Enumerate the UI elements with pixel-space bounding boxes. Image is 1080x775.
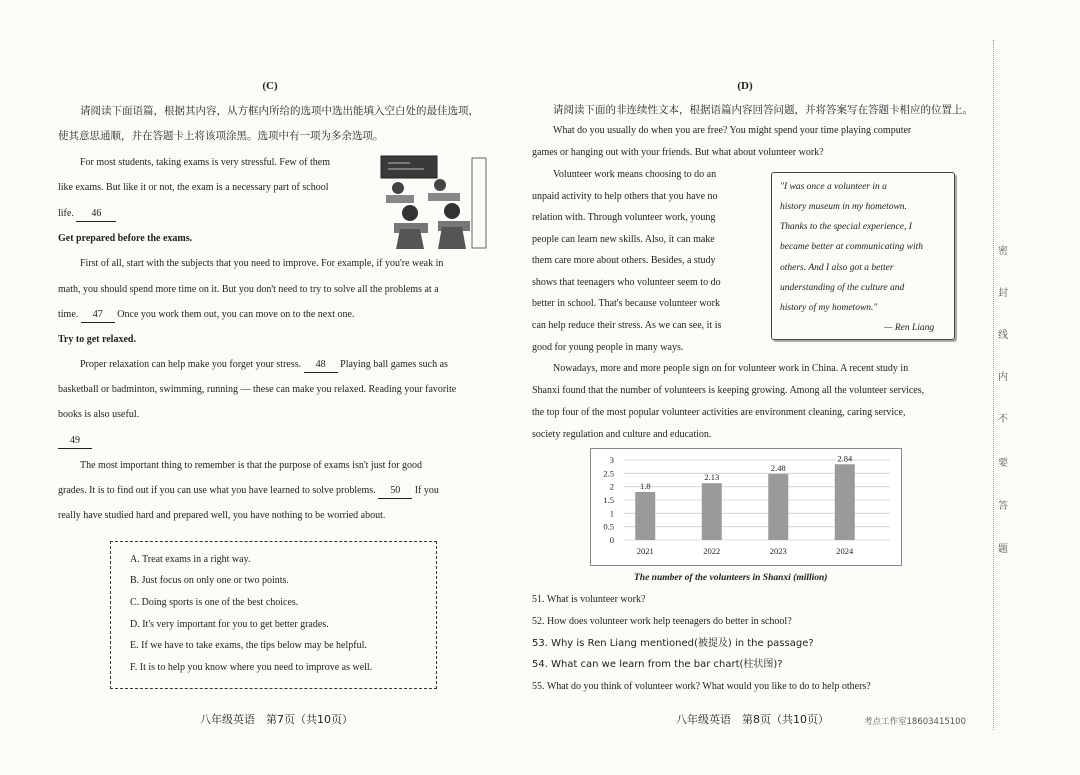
bar-2024 bbox=[835, 464, 855, 540]
passage-c-line: First of all, start with the subjects that you need to improve. For example, if you're weak in bbox=[80, 258, 444, 269]
blank-47[interactable]: 47 bbox=[81, 308, 115, 323]
side-char: 要 bbox=[998, 458, 1008, 469]
side-char: 内 bbox=[998, 372, 1008, 383]
side-char: 封 bbox=[998, 288, 1008, 299]
blank-46[interactable]: 46 bbox=[76, 207, 116, 222]
data-label: 1.8 bbox=[639, 481, 651, 491]
x-tick-label: 2023 bbox=[769, 546, 787, 556]
body-line: people can learn new skills. Also, it can make bbox=[532, 234, 715, 245]
question-51: 51. What is volunteer work? bbox=[532, 594, 646, 605]
paragraph-2-line: Shanxi found that the number of volunteers is keeping growing. Among all the volunteer services, bbox=[532, 385, 925, 396]
heading-get-prepared: Get prepared before the exams. bbox=[58, 233, 193, 244]
instruction-line-1: 请阅读下面语篇，根据其内容，从方框内所给的选项中选出能填入空白处的最佳选项， bbox=[80, 105, 479, 117]
y-tick-label: 3 bbox=[609, 455, 614, 465]
data-label: 2.48 bbox=[770, 462, 786, 473]
body-line: shows that teenagers who volunteer seem to do bbox=[532, 277, 721, 288]
option-b[interactable]: B. Just focus on only one or two points. bbox=[130, 575, 289, 586]
x-tick-label: 2024 bbox=[836, 546, 854, 556]
body-line: good for young people in many ways. bbox=[532, 342, 684, 353]
option-e[interactable]: E. If we have to take exams, the tips below may be helpful. bbox=[130, 640, 367, 651]
y-tick-label: 1 bbox=[609, 508, 614, 519]
quote-line: became better at communicating with bbox=[780, 242, 923, 252]
section-d-label: (D) bbox=[737, 80, 753, 92]
section-c-label: (C) bbox=[262, 80, 278, 92]
passage-c-line: time. 47 Once you work them out, you can move on to the next one. bbox=[58, 308, 354, 323]
bar-2021 bbox=[635, 492, 655, 540]
passage-c-line: books is also useful. bbox=[58, 409, 140, 420]
studio-stamp: 考点工作室18603415100 bbox=[864, 717, 966, 727]
body-line: Volunteer work means choosing to do an bbox=[553, 169, 717, 180]
passage-c-line: like exams. But like it or not, the exam is a necessary part of school bbox=[58, 182, 329, 193]
classroom-exam-illustration bbox=[380, 155, 490, 251]
blank-50[interactable]: 50 bbox=[378, 484, 412, 499]
passage-c-line: basketball or badminton, swimming, running — these can make you relaxed. Reading your favorite bbox=[58, 384, 457, 395]
passage-c-line: The most important thing to remember is that the purpose of exams isn't just for good bbox=[80, 460, 423, 471]
footer-page-7: 八年级英语 第7页（共10页） bbox=[200, 713, 353, 726]
y-tick-label: 2.5 bbox=[603, 468, 614, 479]
intro-line: games or hanging out with your friends. But what about volunteer work? bbox=[532, 147, 824, 158]
option-f[interactable]: F. It is to help you know where you need to improve as well. bbox=[130, 662, 373, 673]
option-c[interactable]: C. Doing sports is one of the best choices. bbox=[130, 597, 299, 608]
bar-2023 bbox=[768, 474, 788, 540]
x-tick-label: 2022 bbox=[703, 546, 721, 556]
blank-49[interactable]: 49 bbox=[58, 434, 92, 449]
side-char: 题 bbox=[998, 544, 1008, 555]
passage-c-line: Proper relaxation can help make you forget your stress. 48 Playing ball games such as bbox=[80, 358, 448, 373]
side-char: 答 bbox=[998, 501, 1008, 512]
volunteer-bar-chart bbox=[590, 448, 902, 566]
body-line: can help reduce their stress. As we can see, it is bbox=[532, 320, 722, 331]
bar-2022 bbox=[702, 483, 722, 540]
y-tick-label: 2 bbox=[609, 481, 614, 492]
passage-c-line: grades. It is to find out if you can use what you have learned to solve problems. 50 If you bbox=[58, 484, 439, 499]
body-line: better in school. That's because volunteer work bbox=[532, 298, 720, 309]
passage-c-line: really have studied hard and prepared well, you have nothing to be worried about. bbox=[58, 510, 386, 521]
footer-page-8: 八年级英语 第8页（共10页） bbox=[676, 713, 829, 726]
quote-author: — Ren Liang bbox=[884, 323, 935, 333]
paragraph-2-line: the top four of the most popular volunteer activities are environment cleaning, caring service, bbox=[532, 407, 906, 418]
quote-line: others. And I also got a better bbox=[780, 263, 894, 273]
question-53: 53. Why is Ren Liang mentioned(被提及) in the passage? bbox=[532, 638, 814, 649]
paragraph-2-line: Nowadays, more and more people sign on for volunteer work in China. A recent study in bbox=[553, 363, 909, 374]
heading-get-relaxed: Try to get relaxed. bbox=[58, 334, 136, 345]
passage-c-line: math, you should spend more time on it. But you don't need to try to solve all the problems at a bbox=[58, 284, 439, 295]
passage-c-line bbox=[58, 434, 92, 449]
instruction-d: 请阅读下面的非连续性文本，根据语篇内容回答问题，并将答案写在答题卡相应的位置上。 bbox=[553, 104, 973, 116]
side-char: 线 bbox=[998, 330, 1008, 341]
paragraph-2-line: society regulation and culture and education. bbox=[532, 429, 712, 440]
blank-48[interactable]: 48 bbox=[304, 358, 338, 373]
body-line: them care more about others. Besides, a study bbox=[532, 255, 716, 266]
body-line: relation with. Through volunteer work, young bbox=[532, 212, 716, 223]
instruction-line-2: 使其意思通顺，并在答题卡上将该项涂黑。选项中有一项为多余选项。 bbox=[58, 130, 384, 142]
side-char: 密 bbox=[998, 246, 1008, 257]
data-label: 2.13 bbox=[704, 472, 720, 483]
binding-line bbox=[993, 40, 994, 730]
data-label: 2.84 bbox=[837, 453, 853, 464]
option-a[interactable]: A. Treat exams in a right way. bbox=[130, 554, 251, 565]
y-tick-label: 0.5 bbox=[603, 521, 614, 532]
chart-title: The number of the volunteers in Shanxi (million) bbox=[634, 573, 828, 583]
quote-line: Thanks to the special experience, I bbox=[780, 222, 912, 232]
y-tick-label: 1.5 bbox=[603, 495, 614, 505]
quote-line: "I was once a volunteer in a bbox=[780, 182, 887, 192]
question-54: 54. What can we learn from the bar chart(柱状图)? bbox=[532, 659, 783, 670]
y-tick-label: 0 bbox=[609, 535, 614, 545]
quote-line: history museum in my hometown. bbox=[780, 202, 907, 212]
passage-c-line: For most students, taking exams is very stressful. Few of them bbox=[80, 157, 330, 168]
passage-c-line: life. 46 bbox=[58, 207, 116, 222]
x-tick-label: 2021 bbox=[636, 546, 654, 556]
question-52: 52. How does volunteer work help teenagers do better in school? bbox=[532, 616, 792, 627]
question-55: 55. What do you think of volunteer work? What would you like to do to help others? bbox=[532, 681, 871, 692]
quote-line: history of my hometown." bbox=[780, 303, 878, 313]
quote-line: understanding of the culture and bbox=[780, 283, 905, 293]
side-char: 不 bbox=[998, 414, 1008, 425]
option-d[interactable]: D. It's very important for you to get better grades. bbox=[130, 619, 329, 630]
intro-line: What do you usually do when you are free? You might spend your time playing computer bbox=[553, 125, 912, 136]
body-line: unpaid activity to help others that you have no bbox=[532, 191, 718, 202]
